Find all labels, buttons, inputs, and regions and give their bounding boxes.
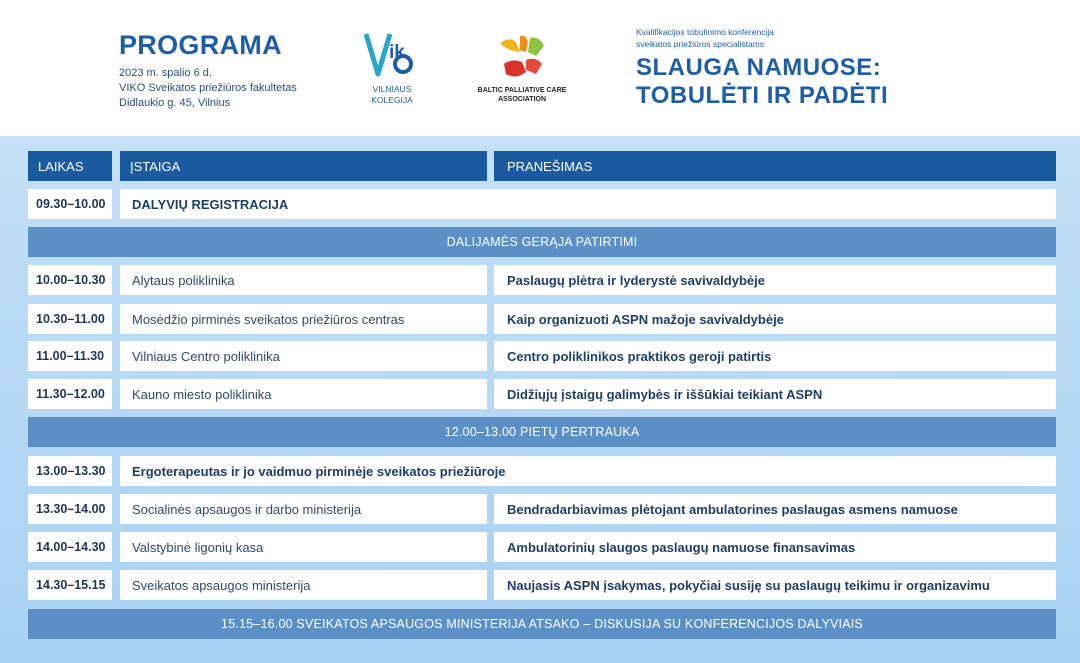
conference-subtitle: Kvalifikacijos tobulinimo konferencija sveikatos priežiūros specialistams <box>636 27 774 49</box>
institution-cell: Mosėdžio pirminės sveikatos priežiūros centras <box>120 304 487 334</box>
wide-talk-cell: Ergoterapeutas ir jo vaidmuo pirminėje sveikatos priežiūroje <box>120 456 1056 486</box>
time-cell: 14.00–14.30 <box>28 532 112 562</box>
time-cell: 11.30–12.00 <box>28 379 112 409</box>
event-info <box>119 66 297 111</box>
talk-cell: Bendradarbiavimas plėtojant ambulatorines paslaugas asmens namuose <box>494 494 1056 524</box>
registration-cell: DALYVIŲ REGISTRACIJA <box>120 189 1056 219</box>
svg-text:ik: ik <box>389 42 405 63</box>
header <box>0 0 1080 136</box>
time-cell: 11.00–11.30 <box>28 341 112 371</box>
event-date: 2023 m. spalio 6 d. <box>119 67 212 79</box>
column-header-time: LAIKAS <box>28 151 112 181</box>
time-cell: 13.00–13.30 <box>28 456 112 486</box>
institution-cell: Sveikatos apsaugos ministerija <box>120 570 487 600</box>
talk-cell: Centro poliklinikos praktikos geroji patirtis <box>494 341 1056 371</box>
institution-cell: Valstybinė ligonių kasa <box>120 532 487 562</box>
lunch-band: 12.00–13.00 PIETŲ PERTRAUKA <box>28 417 1056 447</box>
institution-cell: Kauno miesto poliklinika <box>120 379 487 409</box>
institution-cell: Socialinės apsaugos ir darbo ministerija <box>120 494 487 524</box>
talk-cell: Paslaugų plėtra ir lyderystė savivaldybėje <box>494 265 1056 295</box>
time-cell: 13.30–14.00 <box>28 494 112 524</box>
program-title: PROGRAMA <box>119 30 282 60</box>
time-cell: 10.00–10.30 <box>28 265 112 295</box>
viko-logo-text: VILNIAUS KOLEGIJA <box>371 84 413 105</box>
institution-cell: Vilniaus Centro poliklinika <box>120 341 487 371</box>
time-cell: 09.30–10.00 <box>28 189 112 219</box>
talk-cell: Didžiųjų įstaigų galimybės ir iššūkiai teikiant ASPN <box>494 379 1056 409</box>
time-cell: 10.30–11.00 <box>28 304 112 334</box>
event-faculty: VIKO Sveikatos priežiūros fakultetas <box>119 82 297 94</box>
talk-cell: Kaip organizuoti ASPN mažoje savivaldybėje <box>494 304 1056 334</box>
section-band: DALIJAMĖS GERĄJA PATIRTIMI <box>28 227 1056 257</box>
time-cell: 14.30–15.15 <box>28 570 112 600</box>
bpca-text: BALTIC PALLIATIVE CARE ASSOCIATION <box>477 87 567 103</box>
bpca-hands-logo <box>496 34 548 82</box>
institution-cell: Alytaus poliklinika <box>120 265 487 295</box>
talk-cell: Naujasis ASPN įsakymas, pokyčiai susiję su paslaugų teikimu ir organizavimu <box>494 570 1056 600</box>
conference-title: SLAUGA NAMUOSE: TOBULĖTI IR PADĖTI <box>636 54 889 109</box>
column-header-institution: ĮSTAIGA <box>120 151 487 181</box>
talk-cell: Ambulatorinių slaugos paslaugų namuose finansavimas <box>494 532 1056 562</box>
event-address: Didlaukio g. 45, Vilnius <box>119 97 231 109</box>
column-header-talk: PRANEŠIMAS <box>494 151 1056 181</box>
discussion-band: 15.15–16.00 SVEIKATOS APSAUGOS MINISTERIJA ATSAKO – DISKUSIJA SU KONFERENCIJOS DALYVIAIS <box>28 609 1056 639</box>
